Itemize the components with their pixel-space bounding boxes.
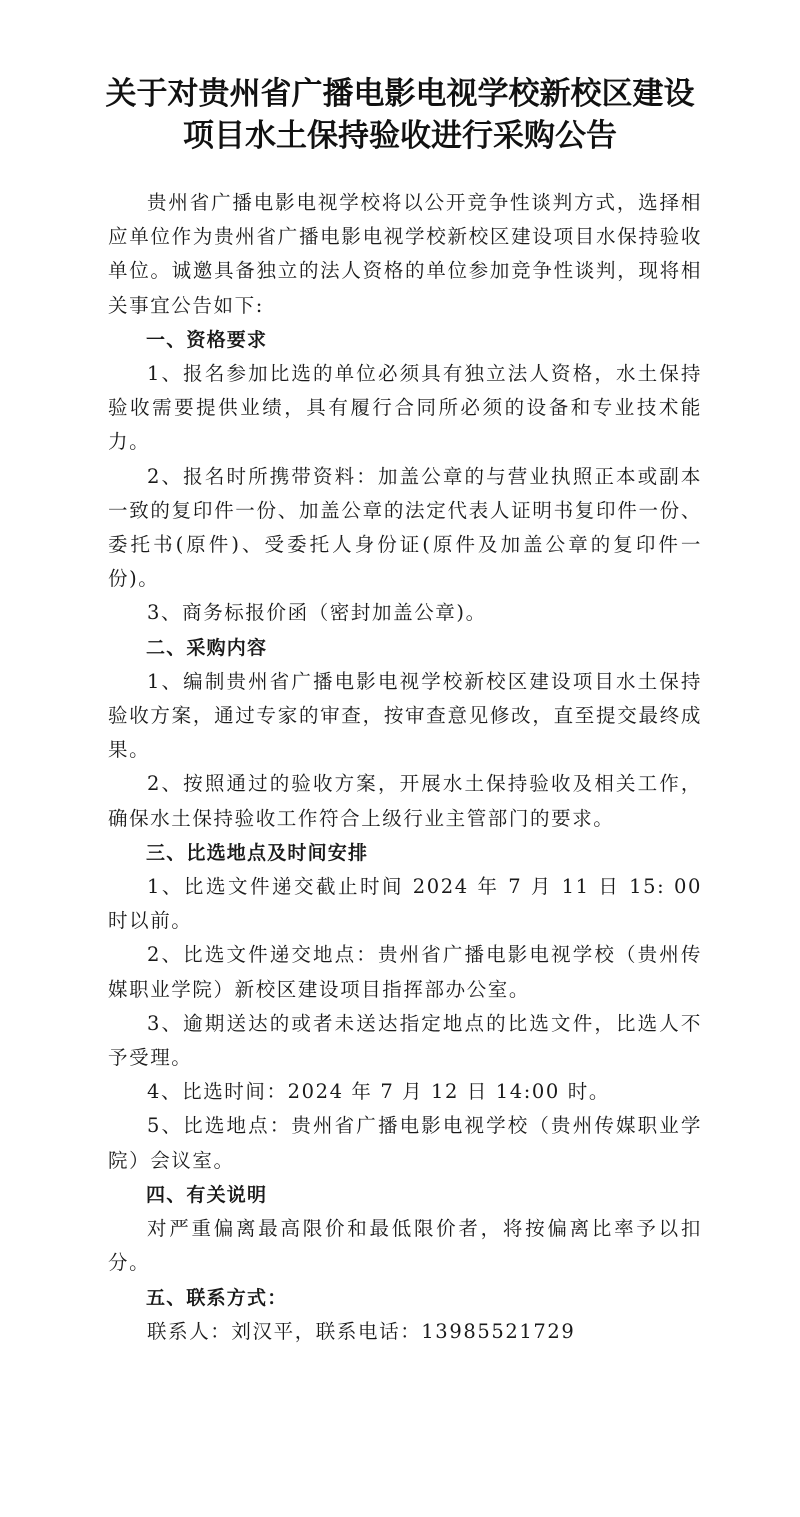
qualification-item-3: 3、商务标报价函（密封加盖公章)。 [147, 601, 487, 625]
schedule-item-4: 4、比选时间：2024 年 7 月 12 日 14:00 时。 [147, 1080, 610, 1104]
schedule-item-1: 1、比选文件递交截止时间 2024 年 7 月 11 日 15: 00 时以前。 [108, 875, 702, 933]
contact-info: 联系人：刘汉平，联系电话：13985521729 [147, 1319, 576, 1343]
schedule-item-2: 2、比选文件递交地点：贵州省广播电影电视学校（贵州传媒职业学院）新校区建设项目指挥部办公室。 [108, 943, 702, 1001]
section-heading-notes: 四、有关说明 [146, 1183, 268, 1206]
document-title-line-1: 关于对贵州省广播电影电视学校新校区建设 [105, 76, 695, 112]
qualification-item-1: 1、报名参加比选的单位必须具有独立法人资格，水土保持验收需要提供业绩，具有履行合同所必须的设备和专业技术能力。 [108, 362, 702, 454]
procurement-item-2: 2、按照通过的验收方案，开展水土保持验收及相关工作，确保水土保持验收工作符合上级行业主管部门的要求。 [108, 772, 702, 830]
procurement-item-1: 1、编制贵州省广播电影电视学校新校区建设项目水土保持验收方案，通过专家的审查，按审查意见修改，直至提交最终成果。 [108, 669, 702, 762]
section-heading-qualification: 一、资格要求 [146, 328, 268, 351]
schedule-item-3: 3、逾期送达的或者未送达指定地点的比选文件，比选人不予受理。 [108, 1011, 702, 1070]
schedule-item-5: 5、比选地点：贵州省广播电影电视学校（贵州传媒职业学院）会议室。 [108, 1114, 702, 1172]
section-heading-schedule: 三、比选地点及时间安排 [146, 841, 369, 864]
document-body [108, 186, 702, 1349]
intro-paragraph: 贵州省广播电影电视学校将以公开竞争性谈判方式，选择相应单位作为贵州省广播电影电视学校新校区建设项目水保持验收单位。诚邀具备独立的法人资格的单位参加竞争性谈判，现将相关事宜公告如下: [108, 191, 702, 317]
section-heading-contact: 五、联系方式： [146, 1286, 288, 1309]
qualification-item-2: 2、报名时所携带资料：加盖公章的与营业执照正本或副本一致的复印件一份、加盖公章的法定代表人证明书复印件一份、委托书(原件)、受委托人身份证(原件及加盖公章的复印件一份)。 [108, 464, 702, 591]
notes-item-1: 对严重偏离最高限价和最低限价者，将按偏离比率予以扣分。 [108, 1217, 702, 1275]
document-title-line-2: 项目水土保持验收进行采购公告 [183, 118, 617, 154]
section-heading-procurement: 二、采购内容 [146, 636, 268, 659]
